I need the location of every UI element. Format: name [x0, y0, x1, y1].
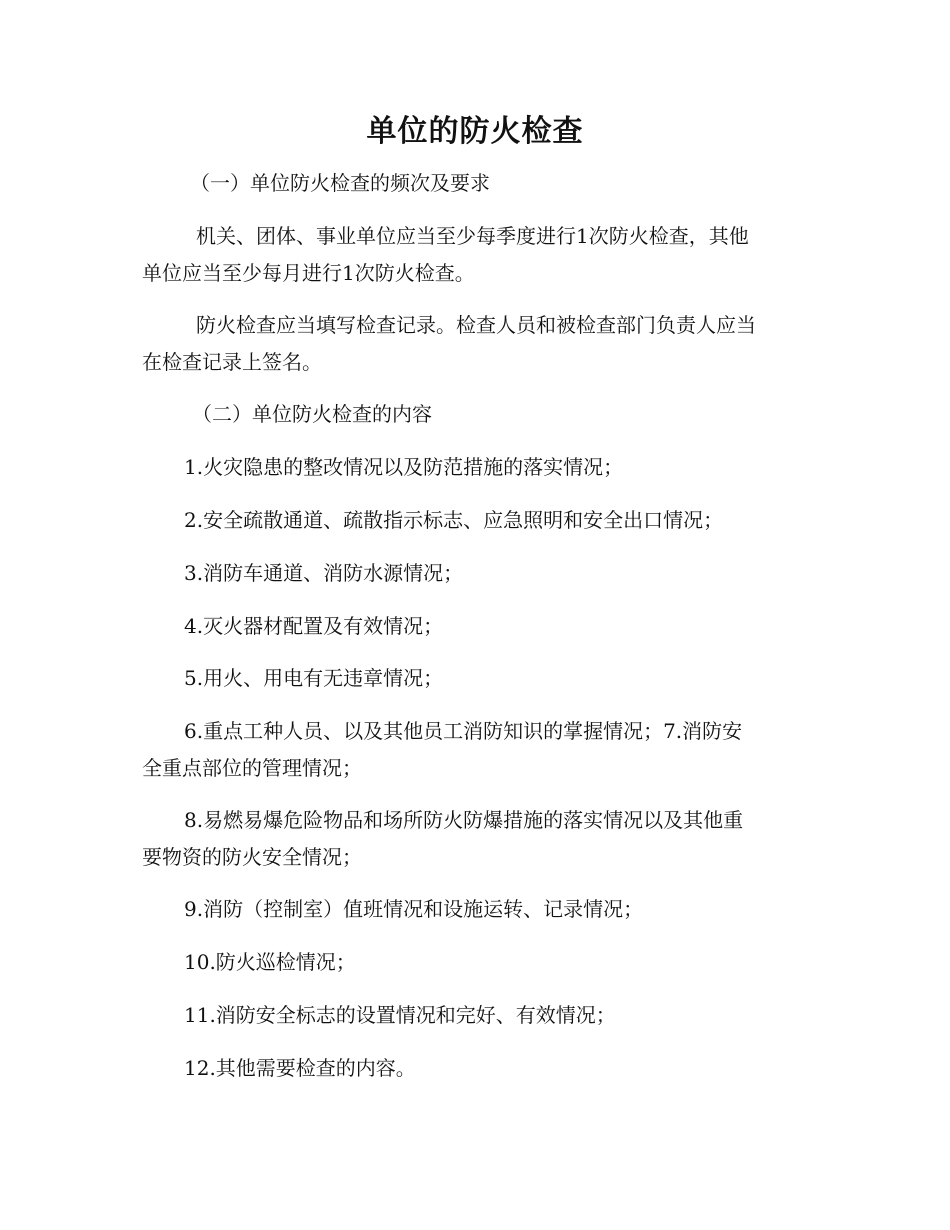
list-item-6-line-2: 全重点部位的管理情况；: [142, 756, 362, 780]
list-item-2: 2.安全疏散通道、疏散指示标志、应急照明和安全出口情况；: [184, 508, 724, 532]
paragraph-1-line-2: 单位应当至少每月进行1次防火检查。: [142, 261, 475, 285]
list-item-4: 4.灭火器材配置及有效情况；: [184, 614, 444, 638]
list-item-8-line-1: 8.易燃易爆危险物品和场所防火防爆措施的落实情况以及其他重: [184, 808, 744, 832]
list-item-5: 5.用火、用电有无违章情况；: [184, 666, 444, 690]
list-item-12: 12.其他需要检查的内容。: [184, 1056, 416, 1080]
list-item-6-line-1: 6.重点工种人员、以及其他员工消防知识的掌握情况；7.消防安: [184, 719, 743, 743]
paragraph-2-line-1: 防火检查应当填写检查记录。检查人员和被检查部门负责人应当: [196, 313, 756, 337]
list-item-1: 1.火灾隐患的整改情况以及防范措施的落实情况；: [184, 455, 624, 479]
list-item-11: 11.消防安全标志的设置情况和完好、有效情况；: [184, 1003, 616, 1027]
paragraph-2-line-2: 在检查记录上签名。: [142, 350, 322, 374]
section1-heading: （一）单位防火检查的频次及要求: [190, 171, 490, 195]
list-item-9: 9.消防（控制室）值班情况和设施运转、记录情况；: [184, 897, 644, 921]
list-item-10: 10.防火巡检情况；: [184, 950, 356, 974]
list-item-3: 3.消防车通道、消防水源情况；: [184, 561, 464, 585]
document-title: 单位的防火检查: [366, 114, 584, 149]
list-item-8-line-2: 要物资的防火安全情况；: [142, 845, 362, 869]
section2-heading: （二）单位防火检查的内容: [192, 402, 432, 426]
paragraph-1-line-1: 机关、团体、事业单位应当至少每季度进行1次防火检查，其他: [196, 224, 749, 248]
